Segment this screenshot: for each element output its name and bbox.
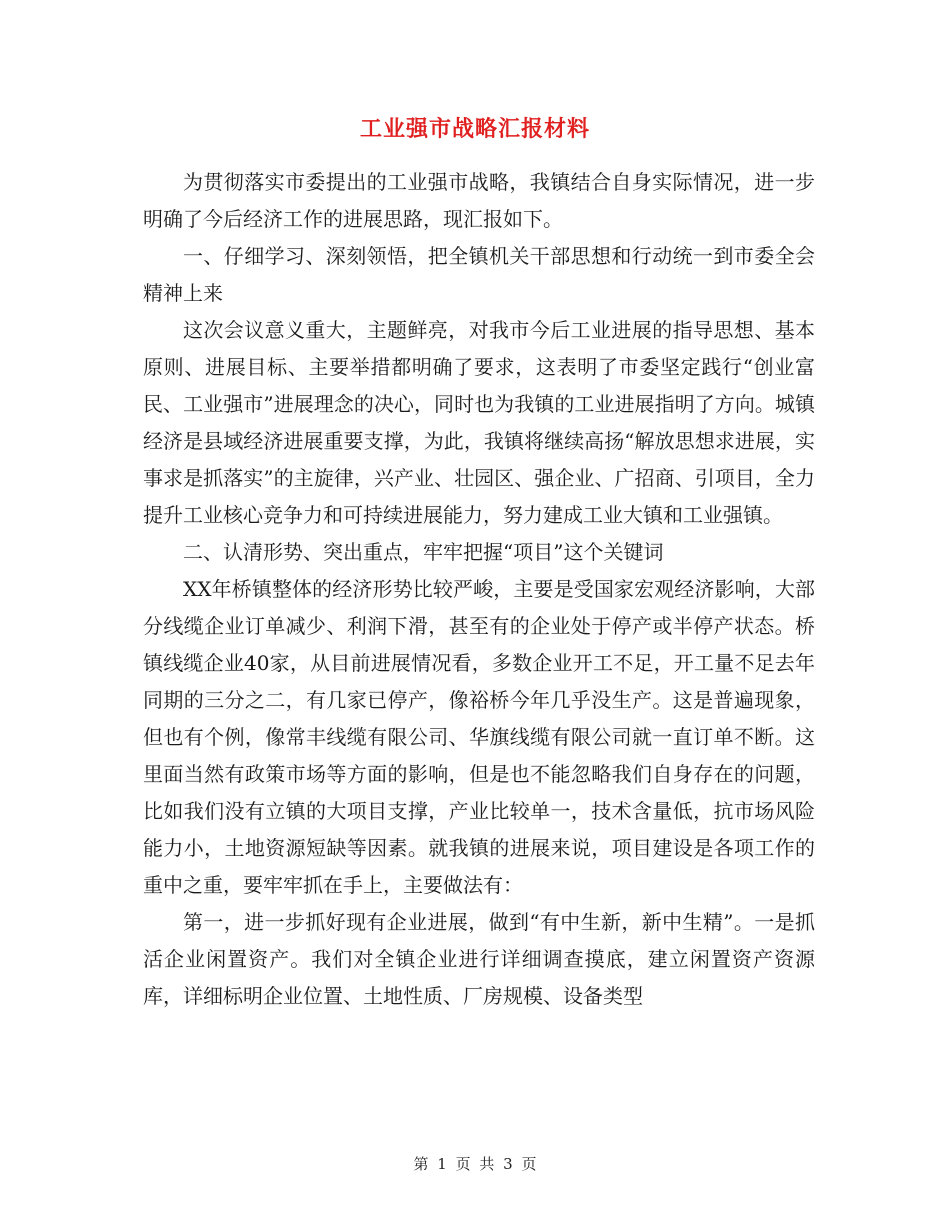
- paragraph-intro: 为贯彻落实市委提出的工业强市战略，我镇结合自身实际情况，进一步明确了今后经济工作的进展思路，现汇报如下。: [143, 170, 815, 231]
- section-heading-1: 一、仔细学习、深刻领悟，把全镇机关干部思想和行动统一到市委全会精神上来: [143, 244, 815, 305]
- paragraph-meeting: 这次会议意义重大，主题鲜亮，对我市今后工业进展的指导思想、基本原则、进展目标、主要举措都明确了要求，这表明了市委坚定践行“创业富民、工业强市”进展理念的决心，同时也为我镇的工业进展指明了方向。城镇经济是县域经济进展重要支撑，为此，我镇将继续高扬“解放思想求进展，实事求是抓落实”的主旋律，兴产业、壮园区、强企业、广招商、引项目，全力提升工业核心竞争力和可持续进展能力，努力建成工业大镇和工业强镇。: [143, 318, 815, 527]
- paragraph-first-measure: 第一，进一步抓好现有企业进展，做到“有中生新，新中生精”。一是抓活企业闲置资产。我们对全镇企业进行详细调查摸底，建立闲置资产资源库，详细标明企业位置、土地性质、厂房规模、设备类型: [143, 910, 815, 1008]
- page-number-footer: 第 1 页 共 3 页: [413, 1155, 537, 1173]
- paragraph-economy: XX年桥镇整体的经济形势比较严峻，主要是受国家宏观经济影响，大部分线缆企业订单减少、利润下滑，甚至有的企业处于停产或半停产状态。桥镇线缆企业40家，从目前进展情况看，多数企业开工不足，开工量不足去年同期的三分之二，有几家已停产，像裕桥今年几乎没生产。这是普遍现象，但也有个例，像常丰线缆有限公司、华旗线缆有限公司就一直订单不断。这里面当然有政策市场等方面的影响，但是也不能忽略我们自身存在的问题，比如我们没有立镇的大项目支撑，产业比较单一，技术含量低，抗市场风险能力小，土地资源短缺等因素。就我镇的进展来说，项目建设是各项工作的重中之重，要牢牢抓在手上，主要做法有：: [143, 577, 815, 897]
- document-title: 工业强市战略汇报材料: [359, 116, 590, 142]
- section-heading-2: 二、认清形势、突出重点，牢牢把握“项目”这个关键词: [183, 540, 664, 564]
- document-body: [143, 164, 815, 1015]
